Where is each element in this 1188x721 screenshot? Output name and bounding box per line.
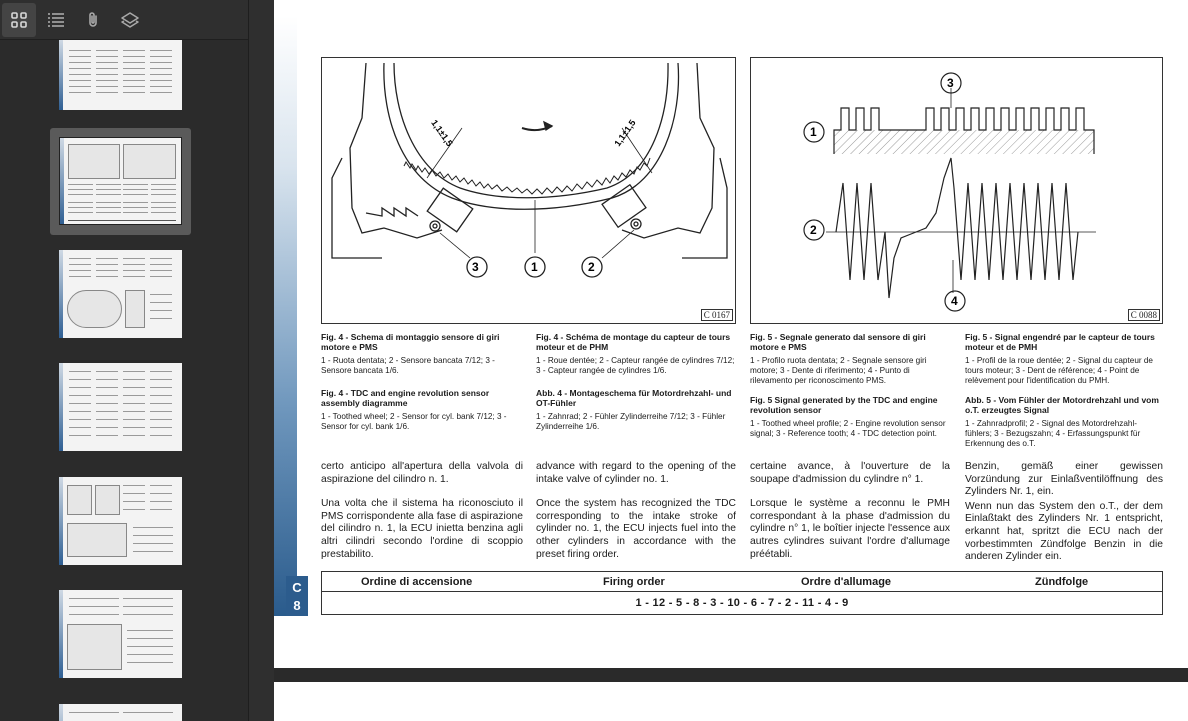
body-paragraph: Lorsque le système a reconnu le PMH correspondant à la phase d'admission du cylindre n° 1, le boîtier injecte l'essence aux autres cylindres suivant l'ordre d'allumage préétabli. [750,498,950,560]
caption-title: Abb. 5 - Vom Fühler der Motordrehzahl und vom o.T. erzeugtes Signal [965,395,1159,416]
caption-fig4-fr [536,332,736,376]
caption-fig5-de [965,395,1163,449]
body-column-fr [750,461,950,573]
caption-text: 1 - Profilo ruota dentata; 2 - Segnale sensore giri motore; 3 - Dente di riferimento; 4 - Punto di rilevamento per riconoscimento PMS. [750,355,927,386]
thumbnail-sidebar [0,0,249,721]
table-header-row [322,572,1162,592]
section-tab [286,576,308,616]
body-paragraph: advance with regard to the opening of the intake valve of cylinder no. 1. [536,461,736,485]
document-viewer[interactable] [249,0,1188,721]
thumbnails-view-button[interactable] [2,3,36,37]
caption-text: 1 - Roue dentée; 2 - Capteur rangée de cylindres 7/12; 3 - Capteur rangée de cylindres 1/6. [536,355,735,375]
page-thumbnail-2[interactable] [59,137,182,225]
caption-text: 1 - Ruota dentata; 2 - Sensore bancata 7/12; 3 - Sensore bancata 1/6. [321,355,495,375]
list-icon [46,10,66,30]
body-column-en [536,461,736,573]
header-french: Ordre d'allumage [801,576,892,588]
body-column-it [321,461,523,573]
caption-title: Fig. 5 - Segnale generato dal sensore di giri motore e PMS [750,332,926,353]
caption-title: Fig. 4 - Schema di montaggio sensore di giri motore e PMS [321,332,500,353]
caption-text: 1 - Zahnrad; 2 - Fühler Zylinderreihe 7/12; 3 - Fühler Zylinderreihe 1/6. [536,411,726,431]
caption-title: Fig. 5 - Signal engendré par le capteur de tours moteur et de PMH [965,332,1155,353]
page-thumbnail-7[interactable] [59,704,182,721]
header-english: Firing order [603,576,665,588]
figure-5-sensor-signal [750,57,1163,324]
caption-text: 1 - Toothed wheel; 2 - Sensor for cyl. bank 7/12; 3 - Sensor for cyl. bank 1/6. [321,411,507,431]
body-paragraph: Benzin, gemäß einer gewissen Vorzündung zur Einlaßventilöffnung des Zylinders Nr. 1, ein. [965,461,1163,498]
body-paragraph: Una volta che il sistema ha riconosciuto il PMS corrispondente alla fase di aspirazione del cilindro n. 1, la ECU inietta benzina agli altri cilindri secondo l'ordine di scoppio prestabilito. [321,498,523,560]
sidebar-toolbar [0,0,249,40]
page-thumbnail-3[interactable] [59,250,182,338]
header-italian: Ordine di accensione [361,576,473,588]
caption-fig5-en [750,395,950,439]
layers-view-button[interactable] [113,3,147,37]
callout-2: 2 [588,260,595,274]
body-column-de [965,461,1163,576]
caption-text: 1 - Toothed wheel profile; 2 - Engine revolution sensor signal; 3 - Reference tooth; 4 - TDC detection point. [750,418,946,438]
callout-1: 1 [810,125,817,139]
body-paragraph: certo anticipo all'apertura della valvola di aspirazione del cilindro n. 1. [321,461,523,485]
caption-fig4-de [536,388,736,432]
caption-title: Abb. 4 - Montageschema für Motordrehzahl- und OT-Fühler [536,388,732,409]
figure-code: C 0167 [701,309,733,321]
grid-icon [9,10,29,30]
caption-text: 1 - Profil de la roue dentée; 2 - Signal du capteur de tours moteur; 3 - Dent de référence; 4 - Point de relèvement pour l'identification du PMH. [965,355,1153,386]
callout-3: 3 [947,76,954,90]
attachments-view-button[interactable] [76,3,110,37]
caption-title: Fig. 4 - Schéma de montage du capteur de tours moteur et de PHM [536,332,731,353]
sensor-assembly-drawing [322,58,735,323]
next-page [274,682,1188,721]
body-paragraph: Once the system has recognized the TDC corresponding to the intake stroke of cylinder no. 1, the ECU injects fuel into the other cylinders in accordance with the preset firing order. [536,498,736,560]
layers-icon [120,10,140,30]
page-thumbnail-6[interactable] [59,590,182,678]
page-thumbnail-4[interactable] [59,363,182,451]
firing-order-table [321,571,1163,615]
sensor-signal-drawing [751,58,1162,323]
viewer-gutter [249,0,274,721]
figure-4-sensor-assembly [321,57,736,324]
caption-fig4-en [321,388,523,432]
header-german: Zündfolge [1035,576,1089,588]
page-thumbnail-5[interactable] [59,477,182,565]
paperclip-icon [83,10,103,30]
caption-title: Fig. 4 - TDC and engine revolution sensor assembly diagramme [321,388,490,409]
caption-fig4-it [321,332,523,376]
caption-text: 1 - Zahnradprofil; 2 - Signal des Motordrehzahl-fühlers; 3 - Bezugszahn; 4 - Erfassungspunkt für Erkennung des o.T. [965,418,1141,449]
page-thumbnail-1[interactable] [59,40,182,110]
callout-1: 1 [531,260,538,274]
callout-3: 3 [472,260,479,274]
firing-sequence: 1 - 12 - 5 - 8 - 3 - 10 - 6 - 7 - 2 - 11 - 4 - 9 [635,597,849,609]
callout-4: 4 [951,294,958,308]
thumbnail-list[interactable] [0,41,249,721]
callout-2: 2 [810,223,817,237]
figure-code: C 0088 [1128,309,1160,321]
caption-fig5-fr [965,332,1163,386]
dimension-label-right: 1,1±1,5 [612,117,638,149]
caption-title: Fig. 5 Signal generated by the TDC and engine revolution sensor [750,395,938,416]
page-separator [274,668,1188,682]
body-paragraph: Wenn nun das System den o.T., der dem Einlaßtakt des Zylinders Nr. 1 entspricht, erkannt hat, spritzt die ECU nach der vorbestimmten Zündfolge Benzin in die anderen Zylinder ein. [965,500,1163,563]
dimension-label-left: 1,1±1,5 [429,117,455,149]
document-page [274,0,1188,668]
section-letter: C [292,580,302,595]
page-edge-strip [274,16,297,616]
caption-fig5-it [750,332,950,386]
section-number: 8 [293,598,301,613]
body-paragraph: certaine avance, à l'ouverture de la soupape d'admission du cylindre n° 1. [750,461,950,485]
outline-view-button[interactable] [39,3,73,37]
